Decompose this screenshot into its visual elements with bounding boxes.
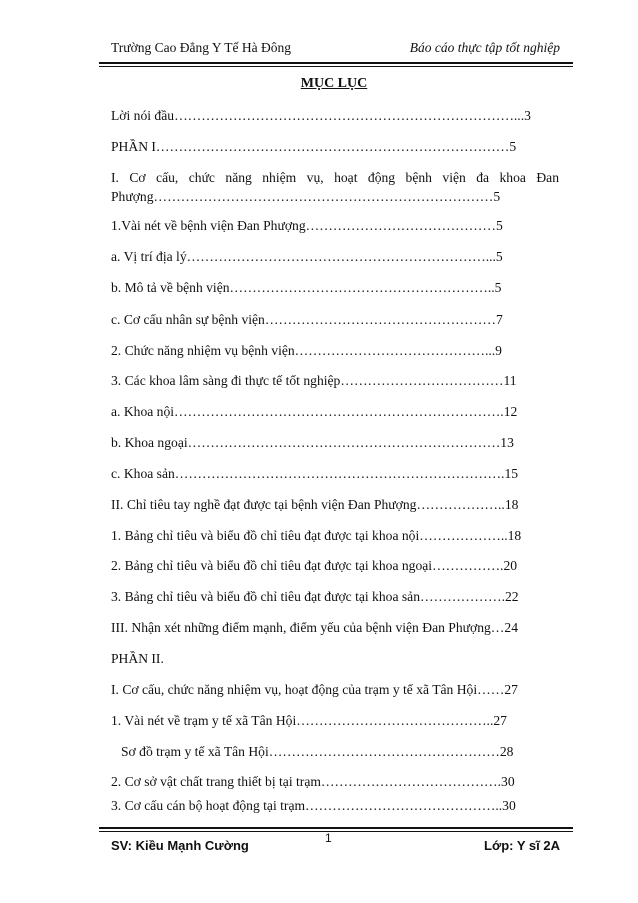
toc-entry: 1. Bảng chỉ tiêu và biểu đồ chỉ tiêu đạt được tại khoa nội………………..18 <box>111 528 522 543</box>
footer-divider <box>99 827 573 829</box>
toc-entry: 2. Bảng chỉ tiêu và biểu đồ chỉ tiêu đạt được tại khoa ngoại…………….20 <box>111 558 518 573</box>
header-school: Trường Cao Đẳng Y Tế Hà Đông <box>111 40 291 55</box>
toc-entry: 1.Vài nét về bệnh viện Đan Phượng……………………………………5 <box>111 218 503 233</box>
header-divider-thin <box>99 66 573 67</box>
toc-entry: 2. Chức năng nhiệm vụ bệnh viện……………………………………...9 <box>111 343 502 358</box>
toc-entry: 3. Bảng chỉ tiêu và biểu đồ chỉ tiêu đạt được tại khoa sản……………….22 <box>111 589 519 604</box>
header-divider <box>99 62 573 64</box>
footer-divider-thin <box>99 831 573 832</box>
toc-entry: b. Mô tả về bệnh viện…………………………………………………..5 <box>111 280 502 295</box>
footer-student: SV: Kiều Mạnh Cường <box>111 838 249 853</box>
footer-class: Lớp: Y sĩ 2A <box>484 838 560 853</box>
toc-entry: PHẦN I……………………………………………………………………5 <box>111 139 517 154</box>
toc-entry: c. Khoa sản……………………………………………………………….15 <box>111 466 519 481</box>
toc-entry: III. Nhận xét những điểm mạnh, điểm yếu của bệnh viện Đan Phượng…24 <box>111 620 518 635</box>
page-number: 1 <box>325 831 332 845</box>
toc-entry: 2. Cơ sở vật chất trang thiết bị tại trạm………………………………….30 <box>111 774 515 789</box>
toc-entry: 3. Các khoa lâm sàng đi thực tế tốt nghiệp………………………………11 <box>111 373 517 388</box>
toc-entry: c. Cơ cấu nhân sự bệnh viện……………………………………………7 <box>111 312 503 327</box>
toc-entry: a. Khoa nội……………………………………………………………….12 <box>111 404 518 419</box>
toc-entry: b. Khoa ngoại……………………………………………………………13 <box>111 435 514 450</box>
header-report-title: Báo cáo thực tập tốt nghiệp <box>409 40 560 55</box>
toc-entry: PHẦN II. <box>111 651 164 666</box>
toc-entry: 1. Vài nét về trạm y tế xã Tân Hội……………………………………..27 <box>111 713 507 728</box>
page-title <box>0 76 638 92</box>
toc-entry: I. Cơ cấu, chức năng nhiệm vụ, hoạt động bệnh viện đa khoa Đan Phượng…………………………………………………………………5 <box>111 170 559 204</box>
toc-entry: II. Chỉ tiêu tay nghề đạt được tại bệnh viện Đan Phượng………………..18 <box>111 497 519 512</box>
toc-entry: I. Cơ cấu, chức năng nhiệm vụ, hoạt động của trạm y tế xã Tân Hội……27 <box>111 682 518 697</box>
toc-entry: Sơ đồ trạm y tế xã Tân Hội……………………………………………28 <box>121 744 514 759</box>
toc-entry: 3. Cơ cấu cán bộ hoạt động tại trạm……………………………………..30 <box>111 798 516 813</box>
toc-entry: a. Vị trí địa lý…………………………………………………………...5 <box>111 249 503 264</box>
toc-entry: Lời nói đầu…………………………………………………………………...3 <box>111 108 531 123</box>
page-title-text: MỤC LỤC <box>300 76 368 91</box>
